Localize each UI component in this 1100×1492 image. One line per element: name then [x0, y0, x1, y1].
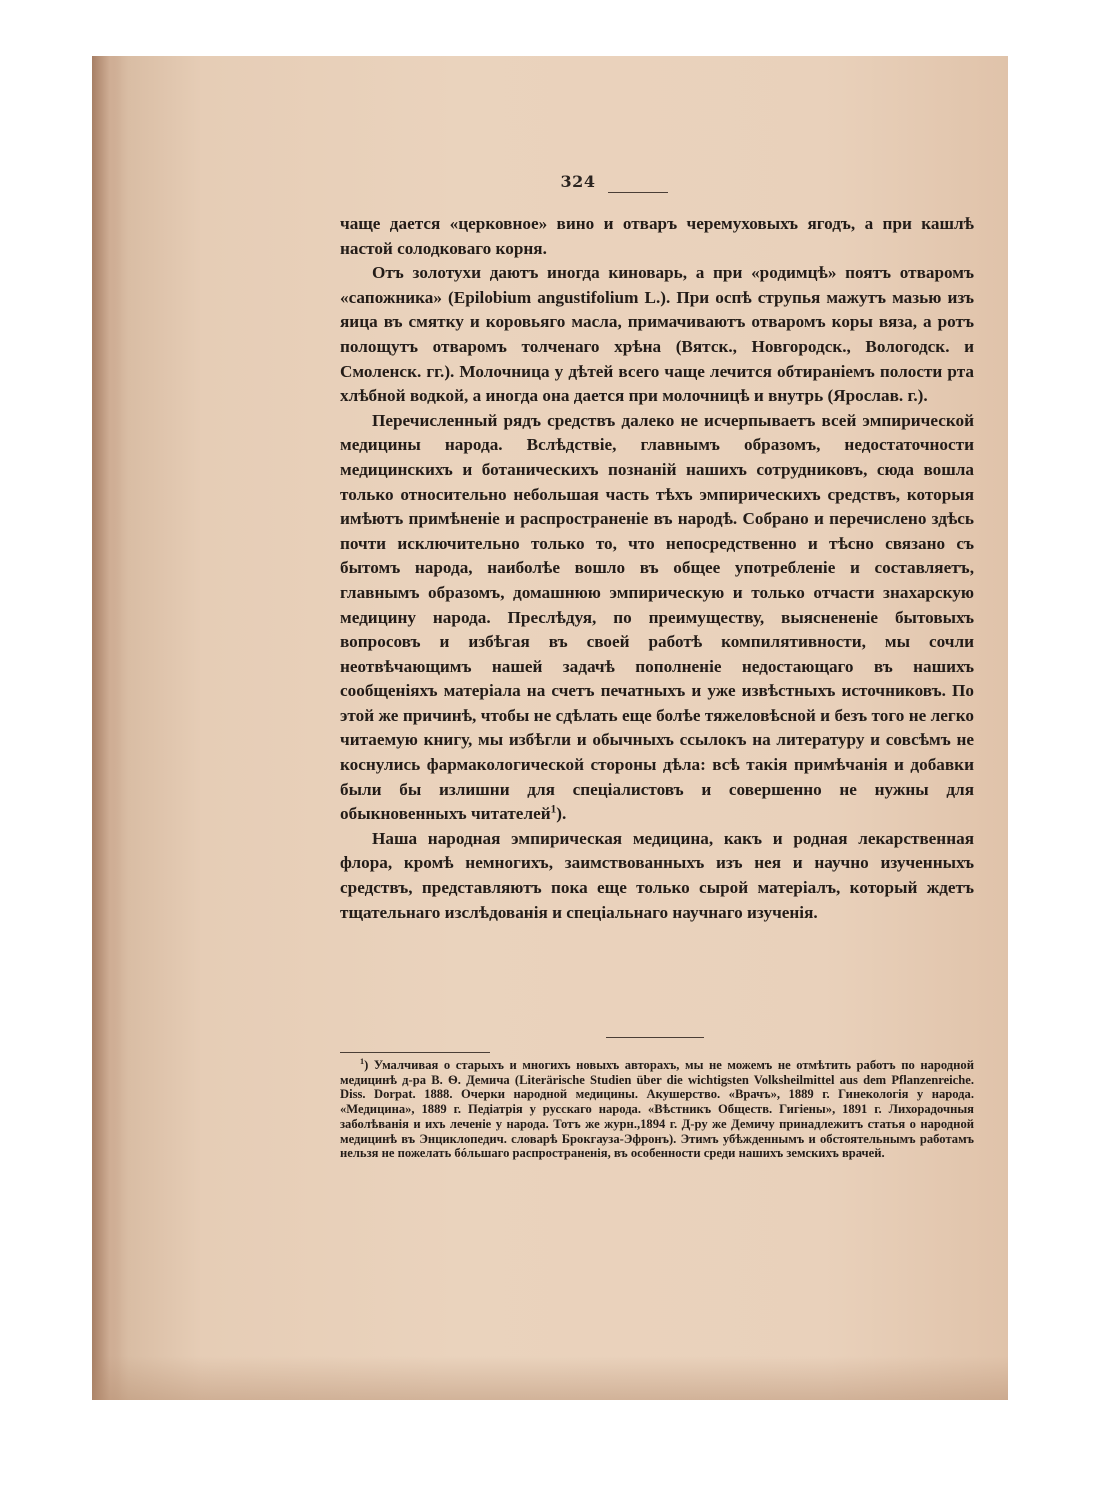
paragraph-2: Отъ золотухи даютъ иногда киноварь, а при «родимцѣ» поятъ отваромъ «сапожника» (Epilobium angustifolium L.). При оспѣ струпья мажутъ мазью изъ яица въ смятку и коровьяго масла, примачиваютъ отваромъ коры вяза, а ротъ полощутъ отваромъ толченаго хрѣна (Вятск., Новгородск., Вологодск. и Смоленск. гг.). Молочница у дѣтей всего чаще лечится обтираніемъ полости рта хлѣбной водкой, а иногда она дается при молочницѣ и внутрь (Ярослав. г.). — [340, 263, 974, 406]
section-separator — [606, 1037, 704, 1038]
footnote-paragraph — [340, 1058, 974, 1161]
page-number: 324 — [560, 172, 596, 191]
paragraph-3-text: Перечисленный рядъ средствъ далеко не исчерпываетъ всей эмпирической медицины народа. Вслѣдствіе, главнымъ образомъ, недостаточности медицинскихъ и ботаническихъ познаній нашихъ сотрудниковъ, сюда вошла только относительно небольшая часть тѣхъ эмпирическихъ средствъ, которыя имѣютъ примѣненіе и распространеніе въ народѣ. Собрано и перечислено здѣсь почти исключительно только то, что непосредственно и тѣсно связано съ бытомъ народа, наиболѣе вошло въ общее употребленіе и составляетъ, главнымъ образомъ, домашнюю эмпирическую и только отчасти знахарскую медицину народа. Преслѣдуя, по преимуществу, выяснененіе бытовыхъ вопросовъ и избѣгая въ своей работѣ компилятивности, мы сочли неотвѣчающимъ нашей задачѣ пополненіе недостающаго въ нашихъ сообщеніяхъ матеріала на счетъ печатныхъ и уже извѣстныхъ источниковъ. По этой же причинѣ, чтобы не сдѣлать еще болѣе тяжеловѣсной и безъ того не легко читаемую книгу, мы избѣгли и обычныхъ ссылокъ на литературу и совсѣмъ не коснулись фармакологической стороны дѣла: всѣ такія примѣчанія и добавки были бы излишни для спеціалистовъ и совершенно не нужны для обыкновенныхъ читателей — [340, 410, 974, 824]
footnote-reference: 1 — [550, 803, 557, 816]
footnote-marker: 1 — [360, 1056, 365, 1066]
footnote — [340, 1058, 974, 1161]
paragraph-3 — [340, 409, 974, 827]
footnote-text: Умалчивая о старыхъ и многихъ новыхъ авторахъ, мы не можемъ не отмѣтить работъ по народной медицинѣ д-ра В. Ѳ. Демича (Literärische Studien über die wichtigsten Volksheilmittel aus dem Pflanzenreiche. Diss. Dorpat. 1888. Очерки народной медицины. Акушерство. «Врачъ», 1889 г. Гинекологія у народа. «Медицина», 1889 г. Педіатрія у русскаго народа. «Вѣстникъ Обществ. Гигіены», 1891 г. Лихорадочныя заболѣванія и ихъ леченіе у народа. Тотъ же журн.,1894 г. Д-ру же Демичу принадлежитъ статья о народной медицинѣ въ Энциклопедич. словарѣ Брокгауза-Эфронъ). Этимъ убѣжденнымъ и обстоятельнымъ работамъ нельзя не пожелать бóльшаго распространенія, въ особенности среди нашихъ земскихъ врачей. — [340, 1058, 974, 1161]
paragraph-4: Наша народная эмпирическая медицина, какъ и родная лекарственная флора, кромѣ немногихъ, заимствованныхъ изъ нея и научно изученныхъ средствъ, представляютъ пока еще только сырой матеріалъ, который ждетъ тщательнаго изслѣдованія и спеціальнаго научнаго изученія. — [340, 828, 974, 922]
paragraph-3-end: ). — [556, 804, 567, 824]
footnote-rule — [340, 1052, 490, 1053]
page-number-rule — [608, 192, 668, 193]
main-text — [340, 212, 974, 925]
footnote-marker-close: ) — [364, 1058, 369, 1072]
paragraph-1: чаще дается «церковное» вино и отваръ черемуховыхъ ягодъ, а при кашлѣ настой солодковаго корня. — [340, 214, 974, 258]
